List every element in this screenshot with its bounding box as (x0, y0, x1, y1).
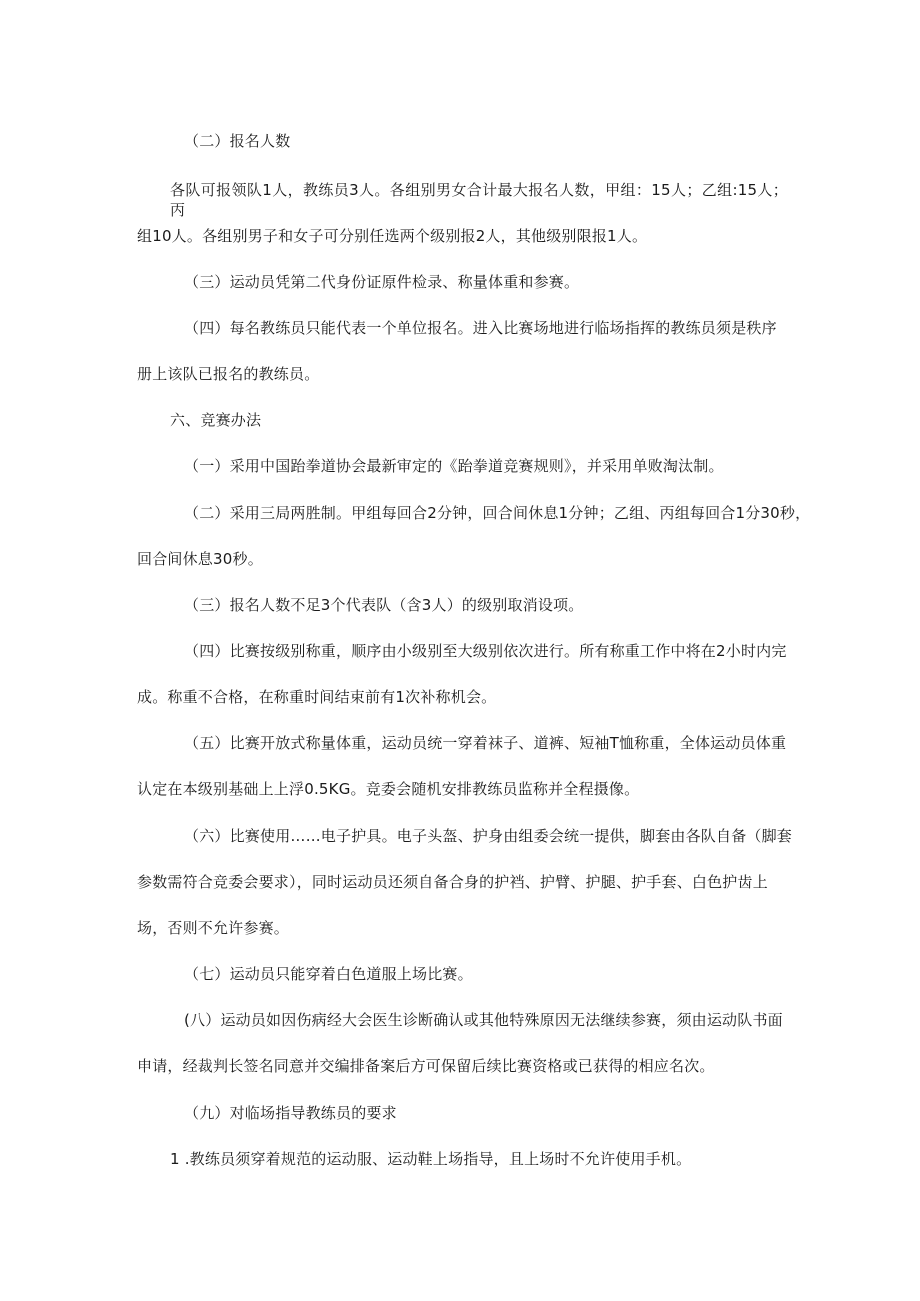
subsection-heading-coach-requirements: （九）对临场指导教练员的要求 (184, 1104, 397, 1122)
subsection-heading-registration-count: （二）报名人数 (184, 132, 291, 150)
paragraph-line: （四）每名教练员只能代表一个单位报名。进入比赛场地进行临场指挥的教练员须是秩序 (184, 319, 777, 337)
paragraph-line: 回合间休息30秒。 (137, 550, 263, 568)
paragraph-line: 成。称重不合格，在称重时间结束前有1次补称机会。 (137, 688, 497, 706)
paragraph-line: （一）采用中国跆拳道协会最新审定的《跆拳道竞赛规则》，并采用单败淘汰制。 (184, 457, 724, 475)
paragraph-line: （三）报名人数不足3个代表队（含3人）的级别取消设项。 (184, 596, 584, 614)
paragraph-line: 组10人。各组别男子和女子可分别任选两个级别报2人，其他级别限报1人。 (137, 227, 648, 245)
section-heading-competition-method: 六、竞赛办法 (170, 411, 262, 429)
paragraph-line: 册上该队已报名的教练员。 (137, 365, 320, 383)
paragraph-line: 参数需符合竞委会要求），同时运动员还须自备合身的护裆、护臂、护腿、护手套、白色护齿上 (137, 873, 768, 891)
paragraph-line: 申请，经裁判长签名同意并交编排备案后方可保留后续比赛资格或已获得的相应名次。 (137, 1057, 715, 1075)
paragraph-line: （三）运动员凭第二代身份证原件检录、称量体重和参赛。 (184, 273, 580, 291)
paragraph-line: (八）运动员如因伤病经大会医生诊断确认或其他特殊原因无法继续参赛，须由运动队书面 (184, 1011, 783, 1029)
numbered-item: 1 .教练员须穿着规范的运动服、运动鞋上场指导，且上场时不允许使用手机。 (170, 1150, 692, 1168)
paragraph-line: 各队可报领队1人，教练员3人。各组别男女合计最大报名人数，甲组：15人；乙组:15人；丙 (170, 181, 788, 219)
paragraph-line: （四）比赛按级别称重，顺序由小级别至大级别依次进行。所有称重工作中将在2小时内完 (184, 642, 787, 660)
paragraph-line: （六）比赛使用……电子护具。电子头盔、护身由组委会统一提供，脚套由各队自备（脚套 (184, 827, 793, 845)
paragraph-line: （二）采用三局两胜制。甲组每回合2分钟，回合间休息1分钟；乙组、丙组每回合1分30秒， (184, 504, 811, 522)
paragraph-line: 认定在本级别基础上上浮0.5KG。竞委会随机安排教练员监称并全程摄像。 (137, 780, 640, 798)
paragraph-line: 场，否则不允许参赛。 (137, 919, 290, 937)
paragraph-line: （五）比赛开放式称量体重，运动员统一穿着袜子、道裤、短袖T恤称重，全体运动员体重 (184, 734, 787, 752)
paragraph-line: （七）运动员只能穿着白色道服上场比赛。 (184, 965, 473, 983)
